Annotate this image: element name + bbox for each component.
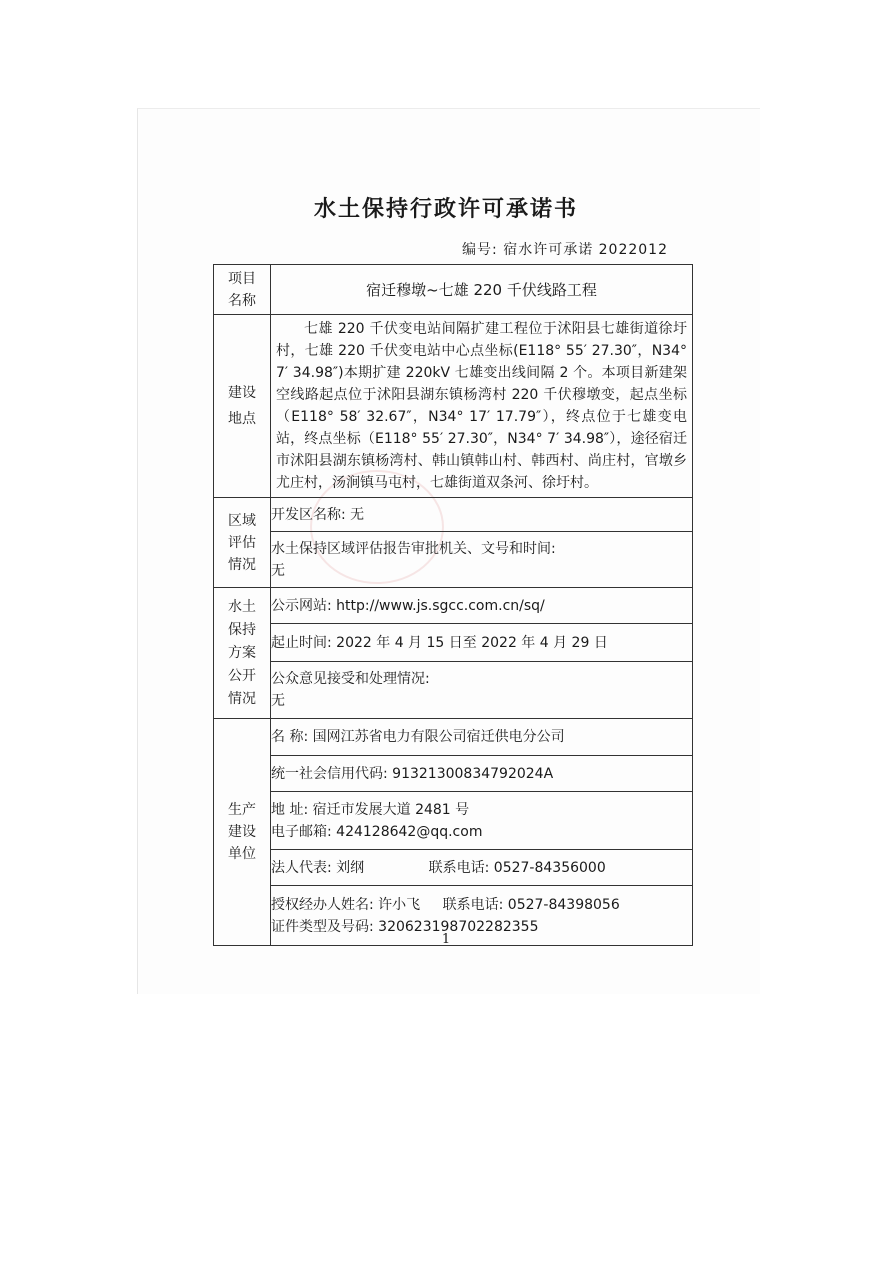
legal-rep-phone: 联系电话: 0527-84356000 [428, 859, 606, 876]
unit-label-text: 生产建设单位 [228, 802, 256, 862]
agent-name: 授权经办人姓名: 许小飞 [271, 896, 421, 913]
website-row [214, 588, 693, 624]
disclosure-label [214, 588, 271, 719]
project-name: 宿迁穆墩~七雄 220 千伏线路工程 [271, 265, 693, 315]
disclosure-period: 起止时间: 2022 年 4 月 15 日至 2022 年 4 月 29 日 [271, 624, 693, 662]
opinion-row [214, 662, 693, 719]
page-number: 1 [441, 932, 451, 947]
regional-report-label: 水土保持区域评估报告审批机关、文号和时间: [271, 540, 556, 557]
regional-report [271, 532, 693, 588]
period-row [214, 624, 693, 662]
location-row [214, 315, 693, 498]
address-text: 地 址: 宿迁市发展大道 2481 号 [271, 801, 470, 818]
document-number: 编号: 宿水许可承诺 2022012 [462, 242, 668, 258]
project-label [214, 265, 271, 315]
unit-name: 名 称: 国网江苏省电力有限公司宿迁供电分公司 [271, 719, 693, 756]
regional-report-value: 无 [271, 562, 285, 579]
public-opinion-label: 公众意见接受和处理情况: [271, 671, 430, 687]
legal-rep [271, 850, 693, 886]
project-label-text: 项目名称 [228, 270, 256, 309]
document-title: 水土保持行政许可承诺书 [313, 197, 578, 222]
agent-id: 证件类型及号码: 320623198702282355 [271, 918, 539, 935]
regional-label [214, 498, 271, 588]
legal-rep-name: 法人代表: 刘纲 [271, 859, 365, 876]
unit-label [214, 719, 271, 946]
address-row [214, 792, 693, 850]
zone-row [214, 498, 693, 532]
location-label-text: 建设地点 [228, 385, 256, 427]
location-label [214, 315, 271, 498]
public-opinion-value: 无 [271, 693, 285, 709]
location-description: 七雄 220 千伏变电站间隔扩建工程位于沭阳县七雄街道徐圩村，七雄 220 千伏变电站中心点坐标(E118° 55′ 27.30″，N34° 7′ 34.98″)本期扩建 220kV 七雄变出线间隔 2 个。本项目新建架空线路起点位于沭阳县湖东镇杨湾村 220 千伏穆墩变，起点坐标（E118° 58′ 32.67″，N34° 17′ 17.79″），终点位于七雄变电站，终点坐标（E118° 55′ 27.30″，N34° 7′ 34.98″），途径宿迁市沭阳县湖东镇杨湾村、韩山镇韩山村、韩西村、尚庄村，官墩乡尤庄村，汤涧镇马屯村，七雄街道双条河、徐圩村。 [271, 315, 693, 498]
unit-address [271, 792, 693, 850]
public-opinion [271, 662, 693, 719]
legal-rep-row [214, 850, 693, 886]
credit-code: 统一社会信用代码: 91321300834792024A [271, 756, 693, 792]
disclosure-label-text: 水土保持方案公开情况 [228, 598, 256, 707]
project-row [214, 265, 693, 315]
zone-name: 开发区名称: 无 [271, 498, 693, 532]
regional-label-text: 区域评估情况 [228, 512, 256, 573]
credit-code-row [214, 756, 693, 792]
disclosure-website: 公示网站: http://www.js.sgcc.com.cn/sq/ [271, 588, 693, 624]
report-row [214, 532, 693, 588]
agent-phone: 联系电话: 0527-84398056 [442, 896, 620, 913]
commitment-form-table [213, 264, 693, 946]
email-text: 电子邮箱: 424128642@qq.com [271, 823, 483, 840]
unit-name-row [214, 719, 693, 756]
